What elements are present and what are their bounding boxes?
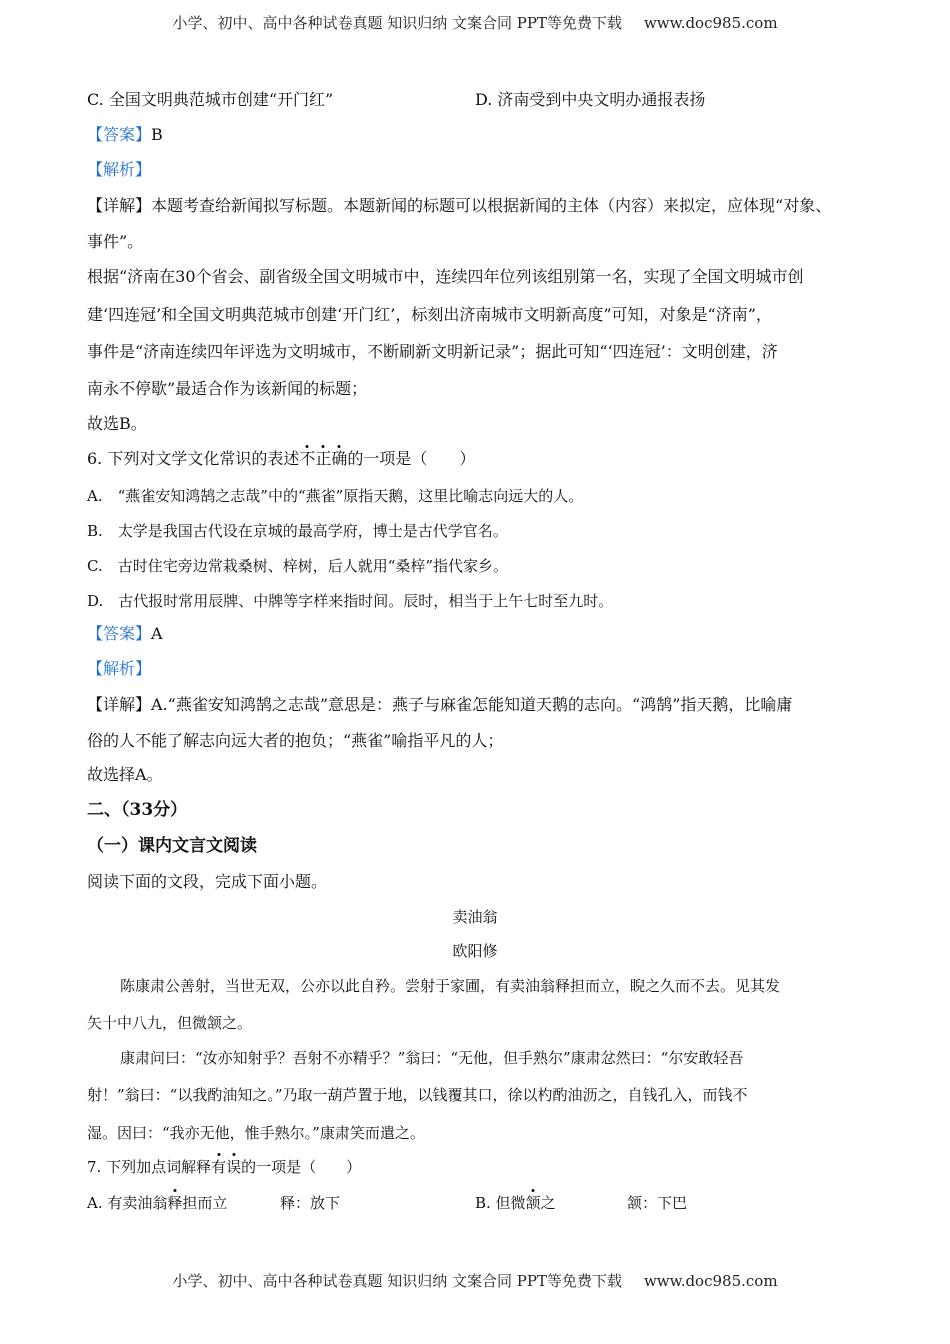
section-subtitle: （一）课内文言文阅读 [87, 836, 257, 856]
q6-stem [87, 449, 870, 469]
detail-tag: 【详解】 [87, 196, 152, 215]
detail-tag: 【详解】 [87, 695, 152, 714]
q5-detail-line: 事件”。 [87, 232, 144, 251]
stem-text: 的一项是（ ） [241, 1158, 362, 1176]
passage-line: 矢十中八九，但微颔之。 [87, 1014, 253, 1032]
passage-author: 欧阳修 [452, 942, 498, 960]
reading-instruction: 阅读下面的文段，完成下面小题。 [87, 872, 328, 891]
emphasis-char: 确 [331, 449, 348, 468]
q7-stem [87, 1157, 870, 1177]
q5-analysis-tag: 【解析】 [87, 160, 152, 179]
detail-text: 本题考查给新闻拟写标题。本题新闻的标题可以根据新闻的主体（内容）来拟定，应体现“对象、 [151, 196, 832, 215]
q7-option-a [87, 1194, 227, 1212]
q5-option-c: C. 全国文明典范城市创建“开门红” [87, 90, 334, 109]
emphasis-char: 正 [315, 449, 332, 468]
stem-text: 的一项是（ ） [347, 449, 476, 468]
passage-line: 射！”翁曰：“以我酌油知之。”乃取一葫芦置于地，以钱覆其口，徐以杓酌油沥之，自钱孔入，而钱不 [87, 1086, 748, 1104]
q6-conclusion: 故选择A。 [87, 765, 163, 784]
footer-url[interactable]: www.doc985.com [643, 1272, 778, 1290]
footer-text: 小学、初中、高中各种试卷真题 知识归纳 文案合同 PPT等免费下载 [172, 1272, 622, 1290]
q6-option-a: A. “燕雀安知鸿鹄之志哉”中的“燕雀”原指天鹅，这里比喻志向远大的人。 [87, 487, 584, 505]
q5-conclusion: 故选B。 [87, 414, 147, 433]
answer-value: A [151, 624, 163, 643]
q6-option-c: C. 古时住宅旁边常栽桑树、梓树，后人就用“桑梓”指代家乡。 [87, 557, 509, 575]
q5-detail-line: 南永不停歇”最适合作为该新闻的标题； [87, 379, 368, 398]
q5-answer [87, 125, 870, 145]
q7-option-a-explanation: 释：放下 [280, 1194, 341, 1212]
q5-option-d: D. 济南受到中央文明办通报表扬 [475, 90, 706, 109]
option-text: A. 有卖油翁 [87, 1194, 168, 1212]
passage-title: 卖油翁 [452, 908, 498, 926]
q5-detail-line: 根据“济南在30个省会、副省级全国文明城市中，连续四年位列该组别第一名，实现了全国文明城市创 [87, 267, 804, 286]
q6-option-d: D. 古代报时常用辰牌、中牌等字样来指时间。辰时，相当于上午七时至九时。 [87, 592, 614, 610]
header-url[interactable]: www.doc985.com [643, 14, 778, 32]
q5-options-row [87, 90, 870, 110]
emphasis-char: 释 [167, 1194, 183, 1212]
section-title: 二、（33分） [87, 800, 188, 820]
answer-tag: 【答案】 [87, 624, 152, 643]
emphasis-char: 有 [211, 1158, 227, 1176]
answer-value: B [151, 125, 163, 144]
detail-text: A.“燕雀安知鸿鹄之志哉”意思是：燕子与麻雀怎能知道天鹅的志向。“鸿鹄”指天鹅，比喻庸 [151, 695, 793, 714]
q7-option-b [475, 1193, 556, 1213]
page-footer [0, 1270, 950, 1291]
page-header [0, 12, 950, 33]
option-text: 担而立 [182, 1194, 228, 1212]
stem-text: 6. 下列对文学文化常识的表述 [87, 449, 300, 468]
option-text: 之 [540, 1194, 556, 1212]
emphasis-char: 颔 [525, 1194, 541, 1212]
header-text: 小学、初中、高中各种试卷真题 知识归纳 文案合同 PPT等免费下载 [172, 14, 622, 32]
q6-detail-line: 俗的人不能了解志向远大者的抱负；“燕雀”喻指平凡的人； [87, 731, 504, 750]
stem-text: 7. 下列加点词解释 [87, 1158, 212, 1176]
q6-analysis-tag: 【解析】 [87, 659, 152, 678]
q6-answer [87, 624, 870, 644]
q6-option-b: B. 太学是我国古代设在京城的最高学府，博士是古代学官名。 [87, 522, 508, 540]
q5-detail-line: 建‘四连冠’和全国文明典范城市创建‘开门红’，标刻出济南城市文明新高度”可知，对象是“济南”， [87, 305, 772, 324]
passage-line: 陈康肃公善射，当世无双，公亦以此自矜。尝射于家圃，有卖油翁释担而立，睨之久而不去。见其发 [120, 977, 781, 995]
q5-detail-line [87, 196, 870, 216]
passage-line: 康肃问曰：“汝亦知射乎？吾射不亦精乎？”翁曰：“无他，但手熟尔”康肃忿然曰：“尔安敢轻吾 [120, 1049, 744, 1067]
q5-detail-line: 事件是“济南连续四年评选为文明城市，不断刷新文明新记录”；据此可知“‘四连冠’：文明创建，济 [87, 342, 778, 361]
passage-line: 湿。因曰：“我亦无他，惟手熟尔。”康肃笑而遣之。 [87, 1124, 425, 1142]
answer-tag: 【答案】 [87, 125, 152, 144]
emphasis-char: 误 [226, 1158, 242, 1176]
emphasis-char: 不 [299, 449, 316, 468]
q7-option-b-explanation: 颔：下巴 [627, 1194, 688, 1212]
q6-detail-line [87, 695, 870, 715]
option-text: B. 但微 [475, 1194, 526, 1212]
q7-options-row [87, 1193, 870, 1213]
